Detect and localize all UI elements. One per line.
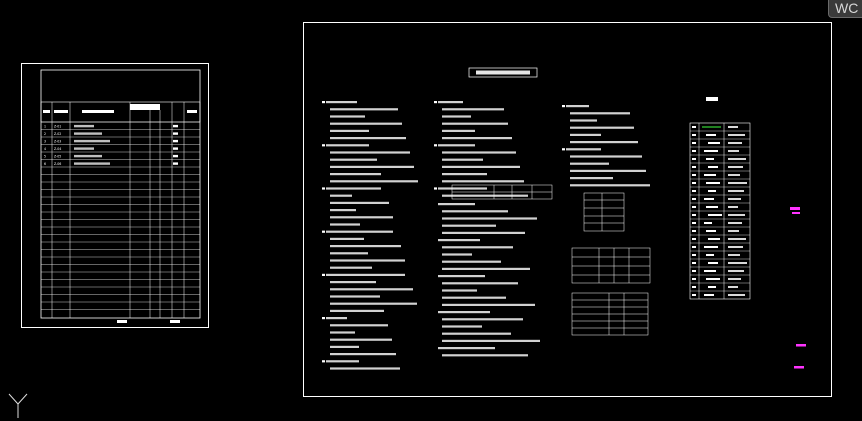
index-row-code: Z-06 <box>54 162 62 166</box>
legend-symbol <box>708 142 720 144</box>
notes-line <box>442 166 520 168</box>
notes-line <box>442 217 537 219</box>
notes-line <box>442 195 528 197</box>
index-row-title <box>74 140 110 142</box>
drawing-index-sheet[interactable] <box>21 63 209 328</box>
legend-index <box>692 166 696 168</box>
notes-line <box>442 261 501 263</box>
notes-line <box>442 289 477 291</box>
notes-line <box>442 340 540 342</box>
notes-column-3 <box>562 105 650 186</box>
notes-bullet <box>322 360 325 362</box>
legend-symbol <box>704 294 714 296</box>
legend-table <box>690 123 750 299</box>
notes-line <box>330 367 400 369</box>
index-row-number: 2 <box>44 132 47 136</box>
notes-line <box>438 275 485 277</box>
legend-index <box>692 286 696 288</box>
notes-line <box>438 347 495 349</box>
legend-index <box>692 222 696 224</box>
legend-description <box>728 166 743 168</box>
notes-line <box>570 177 613 179</box>
legend-description <box>728 182 747 184</box>
notes-line <box>442 115 471 117</box>
notes-line <box>566 148 601 150</box>
notes-line <box>326 317 347 319</box>
legend-symbol <box>704 246 718 248</box>
legend-index <box>692 190 696 192</box>
notes-line <box>330 130 369 132</box>
notes-bullet <box>322 317 325 319</box>
notes-bullet <box>322 187 325 189</box>
notes-line <box>326 231 393 233</box>
notes-line <box>570 155 642 157</box>
index-row-number: 5 <box>44 154 47 159</box>
notes-line <box>442 246 513 248</box>
notes-line <box>442 333 511 335</box>
notes-line <box>438 203 475 205</box>
notes-line <box>442 354 528 356</box>
notes-line <box>330 223 360 225</box>
pipe-table-3 <box>572 293 648 335</box>
legend-description <box>728 286 738 288</box>
notes-line <box>442 130 475 132</box>
index-row-code: Z-05 <box>54 154 62 159</box>
notes-line <box>570 127 634 129</box>
notes-line <box>330 295 380 297</box>
legend-description <box>728 294 745 296</box>
index-row-title <box>74 155 102 157</box>
notes-bullet <box>322 144 325 146</box>
legend-symbol <box>704 174 716 176</box>
legend-index <box>692 214 696 216</box>
legend-index <box>692 278 696 280</box>
notes-line <box>442 232 525 234</box>
notes-line <box>330 123 402 125</box>
legend-index <box>692 134 696 136</box>
notes-line <box>330 137 406 139</box>
notes-bullet <box>562 148 565 150</box>
index-row-number: 6 <box>44 162 47 166</box>
index-row-sheet <box>173 147 178 149</box>
legend-symbol <box>708 214 722 216</box>
legend-description <box>728 158 746 160</box>
notes-line <box>326 187 381 189</box>
notes-line <box>330 108 398 110</box>
legend-description <box>728 222 742 224</box>
legend-description <box>728 270 744 272</box>
index-row-title <box>74 125 94 127</box>
legend-symbol <box>704 270 716 272</box>
index-row-code: Z-01 <box>54 124 62 129</box>
legend-symbol <box>706 278 720 280</box>
notes-line <box>326 360 359 362</box>
legend-description <box>728 246 743 248</box>
notes-line <box>438 311 490 313</box>
index-row-sheet <box>173 132 178 134</box>
notes-line <box>330 159 377 161</box>
notes-line <box>442 282 518 284</box>
legend-index <box>692 294 696 296</box>
legend-symbol <box>704 222 712 224</box>
notes-line <box>330 216 393 218</box>
legend-symbol <box>706 206 718 208</box>
legend-description <box>728 254 740 256</box>
legend-description <box>728 134 745 136</box>
notes-bullet <box>322 231 325 233</box>
legend-symbol <box>706 134 716 136</box>
notes-line <box>442 173 487 175</box>
index-row-sheet <box>173 162 178 164</box>
notes-line <box>326 274 405 276</box>
notes-line <box>326 144 369 146</box>
legend-symbol <box>708 190 716 192</box>
notes-line <box>442 297 506 299</box>
legend-symbol <box>708 286 716 288</box>
index-row-number: 3 <box>44 139 47 144</box>
notes-line <box>438 187 487 189</box>
index-row-code: Z-04 <box>54 147 62 151</box>
notes-line <box>330 151 410 153</box>
notes-line <box>330 115 365 117</box>
notes-line <box>438 239 480 241</box>
notes-line <box>566 105 589 107</box>
legend-symbol <box>706 158 714 160</box>
legend-description <box>728 214 745 216</box>
notes-line <box>442 318 523 320</box>
notes-bullet <box>562 105 565 107</box>
index-row-title <box>74 132 102 134</box>
notes-line <box>570 141 638 143</box>
legend-index <box>692 246 696 248</box>
legend-symbol <box>706 182 720 184</box>
legend-description <box>728 230 739 232</box>
design-notes-content <box>304 23 831 396</box>
index-row-sheet <box>173 125 178 127</box>
legend-description <box>728 262 747 264</box>
notes-line <box>330 195 352 197</box>
pipe-table-1 <box>584 193 624 231</box>
legend-description <box>728 174 740 176</box>
legend-symbol <box>706 254 714 256</box>
notes-line <box>330 252 368 254</box>
notes-column-2 <box>434 101 540 356</box>
legend-description <box>728 126 738 128</box>
legend-description <box>728 278 741 280</box>
notes-line <box>330 238 364 240</box>
notes-line <box>442 210 508 212</box>
legend-symbol <box>704 198 714 200</box>
legend-index <box>692 270 696 272</box>
notes-line <box>330 202 389 204</box>
legend-description <box>728 190 744 192</box>
notes-line <box>330 281 376 283</box>
notes-line <box>570 184 650 186</box>
notes-line <box>442 225 496 227</box>
legend-index <box>692 206 696 208</box>
notes-line <box>438 101 463 103</box>
wc-button[interactable]: WC <box>828 0 862 18</box>
legend-index <box>692 254 696 256</box>
notes-line <box>442 123 508 125</box>
index-row-number: 4 <box>44 147 47 151</box>
ucs-axis-icon <box>4 392 32 418</box>
notes-line <box>330 310 384 312</box>
legend-index <box>692 126 696 128</box>
notes-bullet <box>434 101 437 103</box>
design-notes-sheet[interactable] <box>303 22 832 397</box>
legend-symbol <box>708 238 720 240</box>
drawing-index-content <box>22 64 208 327</box>
notes-line <box>330 303 417 305</box>
notes-line <box>442 304 535 306</box>
notes-line <box>330 245 401 247</box>
legend-description <box>728 238 746 240</box>
legend-symbol <box>708 262 718 264</box>
notes-line <box>442 108 504 110</box>
index-row-title <box>74 147 94 149</box>
notes-line <box>442 268 530 270</box>
notes-line <box>442 159 483 161</box>
legend-symbol <box>706 230 716 232</box>
legend-index <box>692 230 696 232</box>
legend-symbol <box>708 166 718 168</box>
notes-line <box>330 209 356 211</box>
notes-line <box>330 180 418 182</box>
notes-line <box>330 259 405 261</box>
legend-index <box>692 150 696 152</box>
legend-description <box>728 142 742 144</box>
notes-line <box>330 353 396 355</box>
index-row-code: Z-03 <box>54 139 62 144</box>
notes-bullet <box>322 101 325 103</box>
legend-index <box>692 262 696 264</box>
legend-description <box>728 198 741 200</box>
index-row-title <box>74 162 110 164</box>
notes-line <box>330 331 355 333</box>
notes-line <box>330 166 414 168</box>
notes-bullet <box>434 144 437 146</box>
index-row-sheet <box>173 140 178 142</box>
index-table-rows <box>41 122 200 310</box>
notes-line <box>442 253 472 255</box>
index-row-number: 1 <box>44 124 47 129</box>
notes-line <box>330 346 359 348</box>
notes-line <box>570 163 609 165</box>
notes-bullet <box>434 187 437 189</box>
notes-line <box>330 324 388 326</box>
notes-line <box>330 173 381 175</box>
notes-line <box>570 170 646 172</box>
notes-line <box>330 288 413 290</box>
legend-description <box>728 206 738 208</box>
notes-line <box>330 267 372 269</box>
legend-index <box>692 182 696 184</box>
legend-index <box>692 174 696 176</box>
notes-line <box>442 151 516 153</box>
legend-index <box>692 142 696 144</box>
notes-line <box>442 180 524 182</box>
legend-description <box>728 150 739 152</box>
legend-symbol <box>704 150 718 152</box>
notes-line <box>438 144 475 146</box>
notes-line <box>570 119 597 121</box>
notes-line <box>442 325 482 327</box>
legend-index <box>692 158 696 160</box>
notes-line <box>570 112 630 114</box>
notes-column-1 <box>322 101 418 370</box>
notes-line <box>330 339 392 341</box>
notes-bullet <box>322 274 325 276</box>
notes-line <box>326 101 357 103</box>
index-row-sheet <box>173 155 178 157</box>
pipe-table-2 <box>572 248 650 283</box>
legend-index <box>692 238 696 240</box>
index-row-code: Z-02 <box>54 132 62 136</box>
notes-line <box>570 134 601 136</box>
legend-index <box>692 198 696 200</box>
notes-line <box>442 137 512 139</box>
